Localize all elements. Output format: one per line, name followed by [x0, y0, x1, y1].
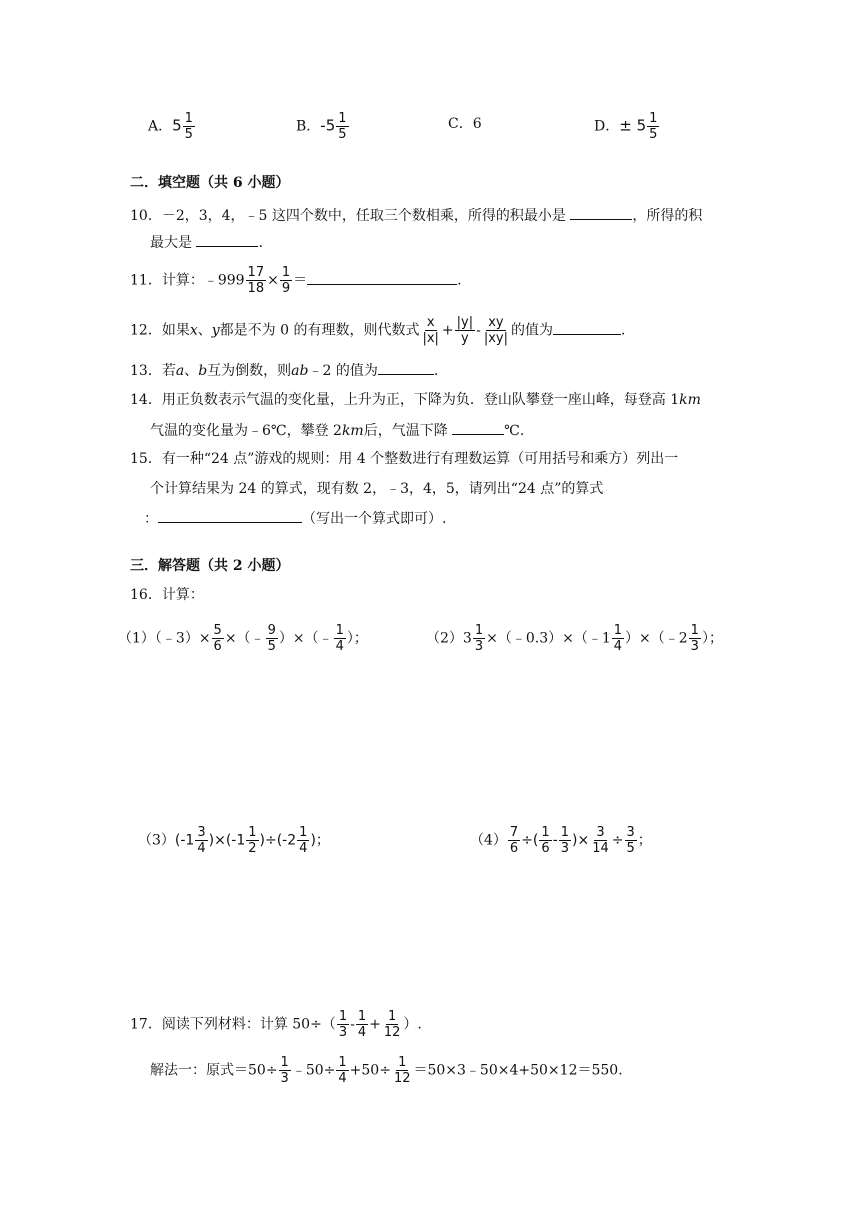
question-10-line1: 10．－2，3，4，﹣5 这四个数中，任取三个数相乘，所得的积最小是 ，所得的积	[130, 205, 702, 226]
answer-blank[interactable]	[307, 270, 457, 285]
fraction: $\frac{1}{12}$	[393, 1055, 411, 1086]
question-15-line1: 15．有一种“24 点”游戏的规则：用 4 个整数进行有理数运算（可用括号和乘方）列出一	[130, 451, 679, 467]
fraction: $\frac{1}{9}$	[281, 265, 291, 296]
fraction: $\frac{1}{3}$	[338, 1009, 348, 1040]
fraction: $\frac{1}{2}$	[248, 825, 257, 856]
option-a: A．5 $\frac{1}{5}$	[148, 111, 193, 142]
problem-16-3: （3）(-1 $\frac{3}{4}$ )×(-1 $\frac{1}{2}$ )÷(-2 $\frac{1}{4}$ )；	[138, 825, 330, 856]
fraction: $\frac{|y|}{y}$	[456, 315, 474, 346]
question-10-line2: 最大是 .	[150, 232, 263, 253]
fraction: $\frac{1}{3}$	[474, 623, 484, 654]
section-title-fill-blank: 二．填空题（共 6 小题）	[130, 175, 290, 191]
question-15-line2: 个计算结果为 24 的算式，现有数 2，﹣3，4，5，请列出“24 点”的算式	[150, 481, 604, 497]
option-c: C．6	[448, 116, 482, 132]
question-17: 17．阅读下列材料：计算 50÷（ $\frac{1}{3}$ - $\frac{1}{4}$ + $\frac{1}{12}$ ）.	[130, 1009, 422, 1040]
fraction: $\frac{3}{4}$	[197, 825, 206, 856]
answer-blank[interactable]	[158, 508, 302, 523]
answer-blank[interactable]	[196, 232, 258, 247]
answer-blank[interactable]	[570, 205, 632, 220]
fraction: $\frac{1}{3}$	[280, 1055, 289, 1086]
fraction: $\frac{5}{6}$	[213, 623, 222, 654]
question-15-line3: ： （写出一个算式即可）.	[144, 508, 446, 529]
fraction: $\frac{1}{5}$	[184, 111, 193, 142]
option-d: D．± 5 $\frac{1}{5}$	[594, 111, 658, 142]
problem-16-2: （2）3 $\frac{1}{3}$ ×（﹣0.3）×（﹣1 $\frac{1}{4}$ ）×（﹣2 $\frac{1}{3}$ ）；	[426, 623, 723, 654]
problem-16-4: （4） $\frac{7}{6}$ ÷( $\frac{1}{6}$ - $\frac{1}{3}$ )× $\frac{3}{14}$ ÷ $\frac{3}{5}$ ；	[470, 825, 652, 856]
section-title-answer: 三．解答题（共 2 小题）	[130, 558, 290, 574]
option-b: B．-5 $\frac{1}{5}$	[296, 111, 347, 142]
fraction: $\frac{1}{5}$	[338, 111, 347, 142]
fraction: $\frac{3}{5}$	[626, 825, 635, 856]
fraction: $\frac{1}{5}$	[649, 111, 658, 142]
fraction: $\frac{xy}{|xy|}$	[483, 315, 508, 346]
fraction: $\frac{9}{5}$	[267, 623, 276, 654]
fraction: $\frac{1}{3}$	[560, 825, 570, 856]
question-14-line2: 气温的变化量为﹣6℃，攀登 2km后，气温下降 ℃.	[150, 420, 524, 441]
fraction: $\frac{1}{12}$	[383, 1009, 401, 1040]
question-14-line1: 14．用正负数表示气温的变化量，上升为正，下降为负．登山队攀登一座山峰，每登高 1km	[130, 392, 701, 408]
solution-1: 解法一：原式＝50÷ $\frac{1}{3}$ ﹣50÷ $\frac{1}{4}$ +50÷ $\frac{1}{12}$ ＝50×3﹣50×4+50×12＝550.	[150, 1055, 623, 1086]
fraction: $\frac{1}{4}$	[299, 825, 308, 856]
answer-blank[interactable]	[378, 360, 434, 375]
fraction: $\frac{1}{4}$	[613, 623, 623, 654]
fraction: $\frac{1}{4}$	[357, 1009, 367, 1040]
fraction: $\frac{1}{6}$	[541, 825, 550, 856]
fraction: $\frac{x}{|x|}$	[422, 315, 439, 346]
answer-blank[interactable]	[553, 320, 621, 335]
fraction: $\frac{7}{6}$	[509, 825, 519, 856]
question-12: 12．如果x、y都是不为 0 的有理数，则代数式 $\frac{x}{|x|}$ + $\frac{|y|}{y}$ - $\frac{xy}{|xy|}$ 的值为 .	[130, 315, 626, 346]
question-16-label: 16．计算：	[130, 587, 204, 603]
question-11: 11．计算：﹣999 $\frac{17}{18}$ × $\frac{1}{9}$ ＝ .	[130, 265, 462, 296]
problem-16-1: （1）（﹣3）× $\frac{5}{6}$ ×（﹣ $\frac{9}{5}$ ）×（﹣ $\frac{1}{4}$ ）；	[118, 623, 368, 654]
fraction: $\frac{1}{4}$	[338, 1055, 347, 1086]
question-13: 13．若a、b互为倒数，则ab﹣2 的值为 .	[130, 360, 438, 381]
fraction: $\frac{1}{3}$	[690, 623, 699, 654]
answer-blank[interactable]	[452, 420, 504, 435]
fraction: $\frac{17}{18}$	[247, 265, 265, 296]
fraction: $\frac{3}{14}$	[592, 825, 609, 856]
fraction: $\frac{1}{4}$	[335, 623, 344, 654]
